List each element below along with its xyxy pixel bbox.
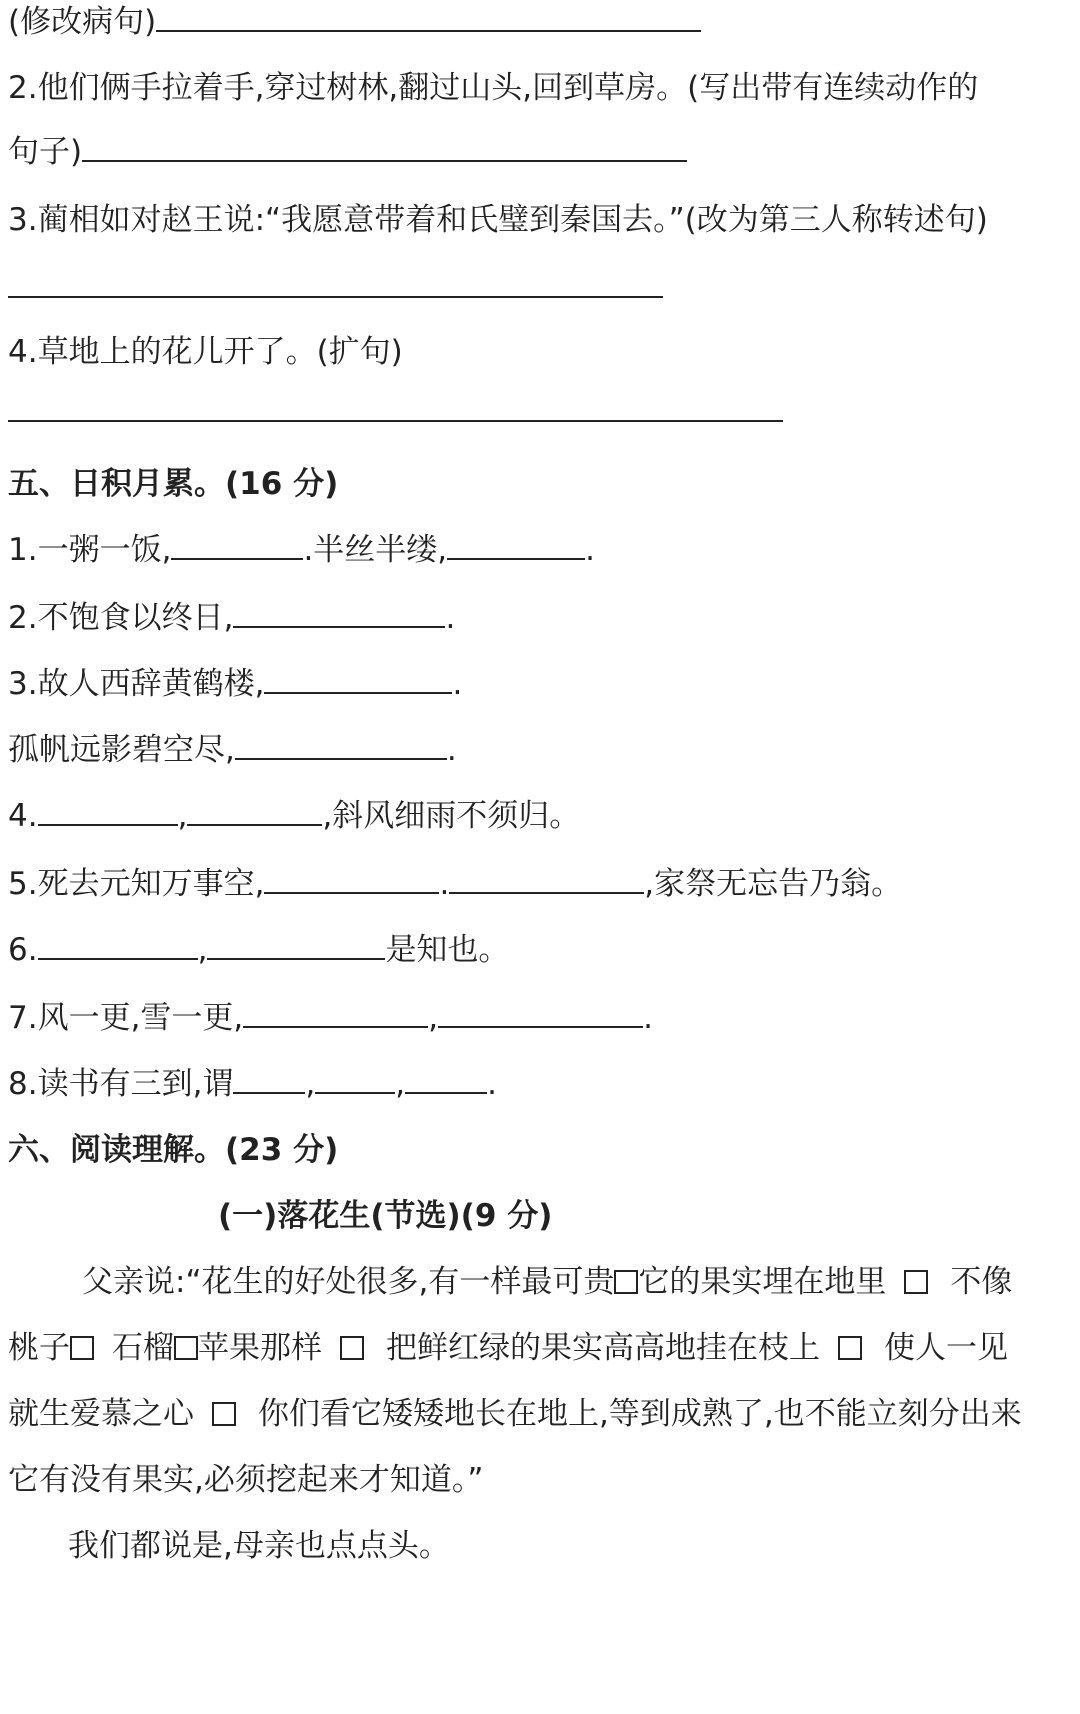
passage-line-1 [82,1262,1012,1302]
q5-text: . [439,866,450,902]
answer-blank[interactable] [207,930,385,960]
item4-line [8,332,403,372]
item2-instruction: 句子) [8,134,83,170]
passage-line-4: 它有没有果实,必须挖起来才知道。” [8,1462,484,1498]
answer-blank[interactable] [156,2,701,32]
s5-q3 [8,664,462,704]
section6-heading: 六、阅读理解。(23 分) [8,1132,339,1168]
answer-blank[interactable] [447,530,585,560]
q8-text: . [487,1066,498,1102]
passage-text: 它的果实埋在地里 [638,1264,887,1300]
item3-line [8,200,988,240]
q5-text: ,家祭无忘告乃翁。 [644,866,903,902]
answer-blank[interactable] [235,730,447,760]
answer-blank[interactable] [38,796,178,826]
q4-text: 4. [8,798,38,834]
item1-line [8,2,701,42]
s5-q5 [8,864,902,904]
q8-text: , [395,1066,406,1102]
q3-text: . [452,666,463,702]
passage-line-5: 我们都说是,母亲也点点头。 [68,1528,450,1564]
answer-blank[interactable] [264,864,439,894]
punctuation-box[interactable] [614,1270,638,1294]
item4-question: 4.草地上的花儿开了。(扩句) [8,334,403,370]
section5-heading: 五、日积月累。(16 分) [8,466,339,502]
s5-q4 [8,796,580,836]
item4-answer-line[interactable] [8,420,783,422]
s5-q7 [8,998,653,1038]
q4-text: ,斜风细雨不须归。 [322,798,581,834]
punctuation-box[interactable] [838,1336,862,1360]
punctuation-box[interactable] [70,1336,94,1360]
answer-blank[interactable] [187,796,322,826]
q1-text: .半丝半缕, [303,532,448,568]
answer-blank[interactable] [405,1064,487,1094]
passage-text: 苹果那样 [198,1330,322,1366]
passage-text: 父亲说:“花生的好处很多,有一样最可贵 [82,1264,615,1300]
item2-question: 2.他们俩手拉着手,穿过树林,翻过山头,回到草房。(写出带有连续动作的 [8,70,979,106]
s5-q1 [8,530,595,570]
passage-text: 使人一见 [884,1330,1008,1366]
q4-text: , [177,798,188,834]
q7-text: . [643,1000,654,1036]
item1-instruction: (修改病句) [8,4,157,40]
passage-text: 桃子 [8,1330,70,1366]
punctuation-box[interactable] [174,1336,198,1360]
q8-text: , [305,1066,316,1102]
answer-blank[interactable] [264,664,452,694]
answer-blank[interactable] [233,1064,305,1094]
passage-title: (一)落花生(节选)(9 分) [218,1198,553,1234]
s5-q8 [8,1064,497,1104]
answer-blank[interactable] [438,998,643,1028]
punctuation-box[interactable] [340,1336,364,1360]
q8-text: 8.读书有三到,谓 [8,1066,234,1102]
answer-blank[interactable] [38,930,198,960]
q1-text: . [585,532,596,568]
answer-blank[interactable] [315,1064,395,1094]
answer-blank[interactable] [233,598,445,628]
q3-text: 3.故人西辞黄鹤楼, [8,666,265,702]
q5-text: 5.死去元知万事空, [8,866,265,902]
q1-text: 1.一粥一饭, [8,532,172,568]
s5-q6 [8,930,509,970]
item2-tail-line [8,132,687,172]
q7-text: , [428,1000,439,1036]
answer-blank[interactable] [82,132,687,162]
q7-text: 7.风一更,雪一更, [8,1000,244,1036]
s5-q2 [8,598,455,638]
item2-line [8,68,978,108]
q6-text: 是知也。 [385,932,510,968]
passage-text: 就生爱慕之心 [8,1396,194,1432]
q2-text: 2.不饱食以终日, [8,600,234,636]
q3-text: 孤帆远影碧空尽, [8,732,235,768]
punctuation-box[interactable] [212,1402,236,1426]
item3-answer-line[interactable] [8,296,663,298]
s5-q3-cont [8,730,457,770]
passage-line-3 [8,1394,1022,1434]
passage-line-2 [8,1328,1008,1368]
q6-text: , [197,932,208,968]
punctuation-box[interactable] [904,1270,928,1294]
answer-blank[interactable] [243,998,428,1028]
q3-text: . [446,732,457,768]
passage-text: 把鲜红绿的果实高高地挂在枝上 [386,1330,820,1366]
q2-text: . [445,600,456,636]
passage-text: 不像 [950,1264,1013,1300]
item3-question: 3.蔺相如对赵王说:“我愿意带着和氏璧到秦国去。”(改为第三人称转述句) [8,202,988,238]
passage-text: 石榴 [112,1330,174,1366]
passage-text: 你们看它矮矮地长在地上,等到成熟了,也不能立刻分出来 [258,1396,1022,1432]
answer-blank[interactable] [171,530,303,560]
answer-blank[interactable] [449,864,644,894]
q6-text: 6. [8,932,38,968]
